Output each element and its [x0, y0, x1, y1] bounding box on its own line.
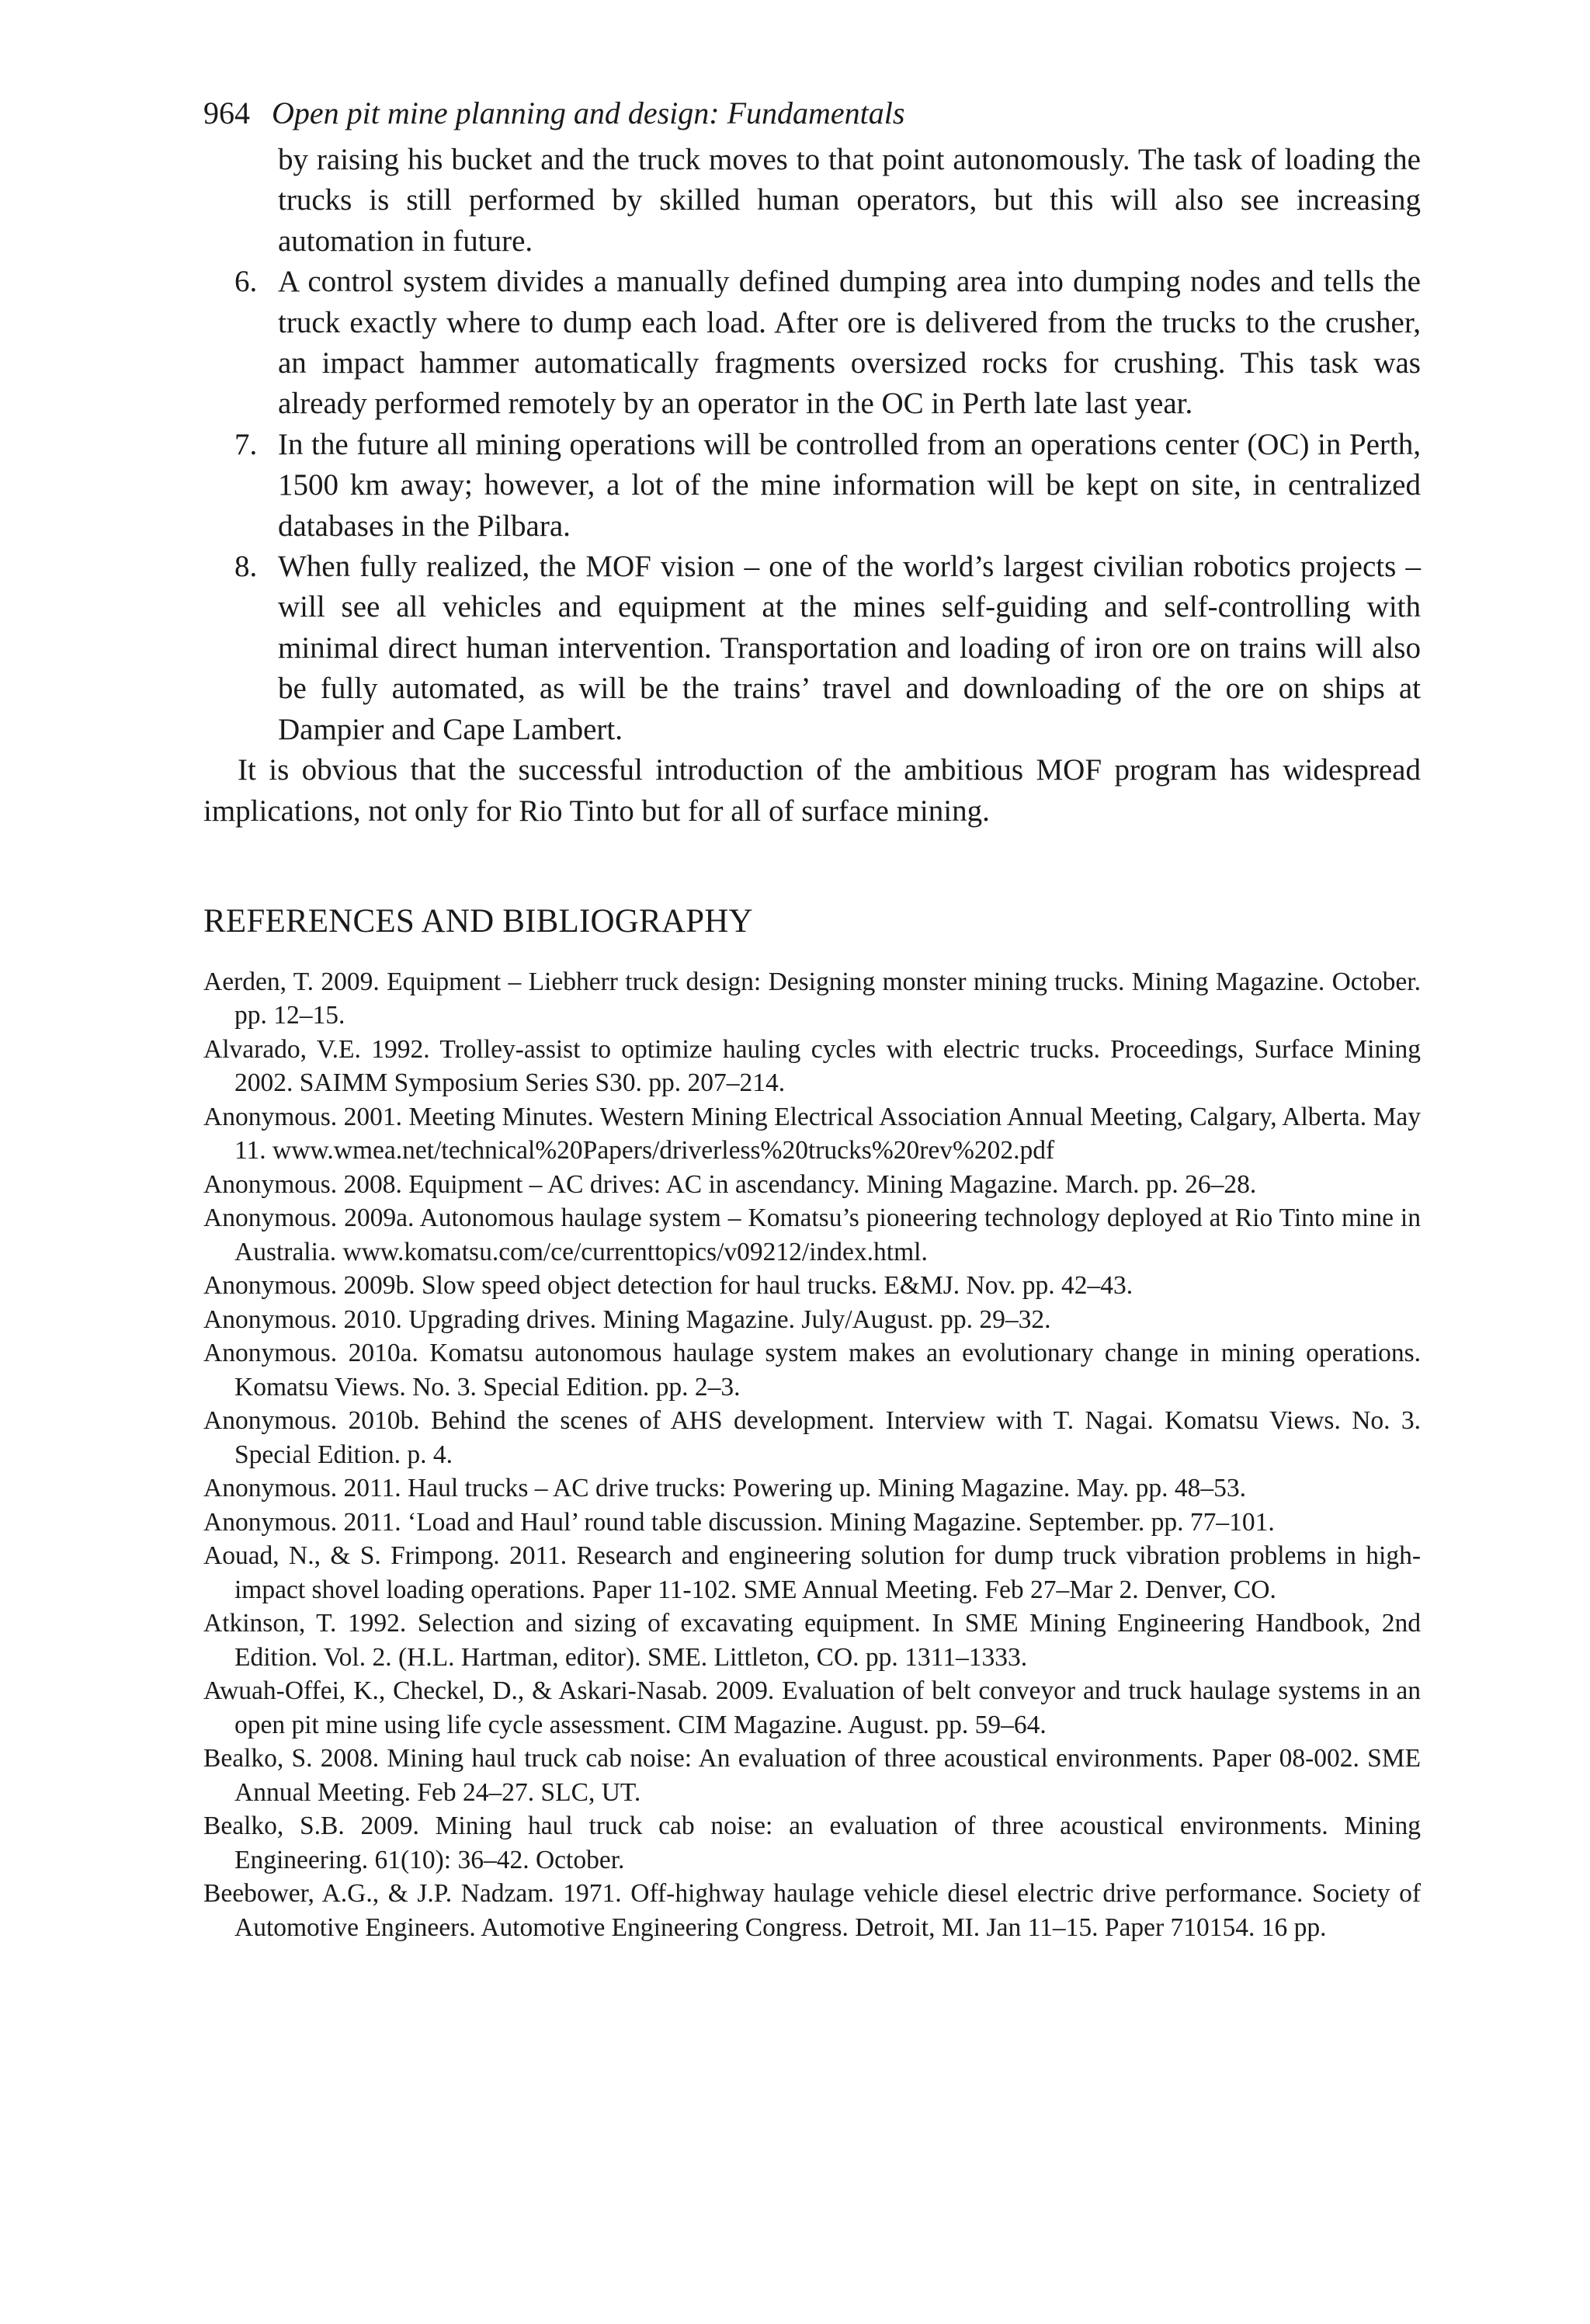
reference-entry: Anonymous. 2009a. Autonomous haulage system – Komatsu’s pioneering technology deployed at Rio Tinto mine in Australia. www.komatsu.com/ce/currenttopics/v09212/index.html.: [203, 1204, 1421, 1266]
list-item-text: A control system divides a manually defined dumping area into dumping nodes and tells the truck exactly where to dump each load. After ore is delivered from the trucks to the crusher, an impact hammer automatically fragments oversized rocks for crushing. This task was already performed remotely by an operator in the OC in Perth late last year.: [278, 265, 1421, 421]
closing-paragraph: It is obvious that the successful introduction of the ambitious MOF program has widespread implications, not only for Rio Tinto but for all of surface mining.: [203, 753, 1421, 828]
reference-entry: Anonymous. 2010. Upgrading drives. Mining Magazine. July/August. pp. 29–32.: [203, 1304, 1051, 1334]
reference-entry: Anonymous. 2008. Equipment – AC drives: AC in ascendancy. Mining Magazine. March. pp. 26–28.: [203, 1169, 1257, 1199]
reference-entry: Anonymous. 2011. ‘Load and Haul’ round table discussion. Mining Magazine. September. pp. 77–101.: [203, 1507, 1275, 1537]
list-item-number: 7.: [234, 427, 258, 461]
book-page: [203, 92, 1421, 1944]
reference-entry: Beebower, A.G., & J.P. Nadzam. 1971. Off-highway haulage vehicle diesel electric drive performance. Society of Automotive Engineers. Automotive Engineering Congress. Detroit, MI. Jan 11–15. Paper 710154. 16 pp.: [203, 1879, 1421, 1942]
list-item-number: 6.: [234, 265, 258, 299]
numbered-list: [203, 262, 1421, 750]
running-header: [203, 92, 1421, 140]
list-item-continuation: by raising his bucket and the truck moves to that point autonomously. The task of loading the trucks is still performed by skilled human operators, but this will also see increasing automation in future.: [278, 143, 1421, 258]
list-item: [203, 425, 1421, 547]
reference-list: [203, 965, 1421, 1945]
body-text: [203, 140, 1421, 832]
section-heading-references: REFERENCES AND BIBLIOGRAPHY: [203, 902, 753, 940]
list-item-number: 8.: [234, 550, 258, 584]
reference-entry: Atkinson, T. 1992. Selection and sizing of excavating equipment. In SME Mining Engineering Handbook, 2nd Edition. Vol. 2. (H.L. Hartman, editor). SME. Littleton, CO. pp. 1311–1333.: [203, 1609, 1421, 1672]
reference-entry: Anonymous. 2010a. Komatsu autonomous haulage system makes an evolutionary change in mining operations. Komatsu Views. No. 3. Special Edition. pp. 2–3.: [203, 1339, 1421, 1402]
reference-entry: Anonymous. 2011. Haul trucks – AC drive trucks: Powering up. Mining Magazine. May. pp. 48–53.: [203, 1474, 1246, 1503]
reference-entry: Anonymous. 2001. Meeting Minutes. Western Mining Electrical Association Annual Meeting, Calgary, Alberta. May 11. www.wmea.net/technical%20Papers/driverless%20trucks%20rev%202.pdf: [203, 1102, 1421, 1165]
book-title: Open pit mine planning and design: Fundamentals: [272, 96, 905, 130]
reference-entry: Bealko, S.B. 2009. Mining haul truck cab noise: an evaluation of three acoustical environments. Mining Engineering. 61(10): 36–42. October.: [203, 1812, 1421, 1874]
reference-entry: Aouad, N., & S. Frimpong. 2011. Research and engineering solution for dump truck vibration problems in high-impact shovel loading operations. Paper 11-102. SME Annual Meeting. Feb 27–Mar 2. Denver, CO.: [203, 1541, 1421, 1604]
list-item-text: In the future all mining operations will be controlled from an operations center (OC) in Perth, 1500 km away; however, a lot of the mine information will be kept on site, in centralized databases in the Pilbara.: [278, 427, 1421, 543]
page-number: 964: [203, 96, 250, 130]
list-item: [203, 547, 1421, 750]
reference-entry: Anonymous. 2010b. Behind the scenes of AHS development. Interview with T. Nagai. Komatsu Views. No. 3. Special Edition. p. 4.: [203, 1406, 1421, 1469]
reference-entry: Anonymous. 2009b. Slow speed object detection for haul trucks. E&MJ. Nov. pp. 42–43.: [203, 1271, 1133, 1301]
reference-entry: Aerden, T. 2009. Equipment – Liebherr truck design: Designing monster mining trucks. Mining Magazine. October. pp. 12–15.: [203, 967, 1421, 1030]
reference-entry: Bealko, S. 2008. Mining haul truck cab noise: An evaluation of three acoustical environments. Paper 08-002. SME Annual Meeting. Feb 24–27. SLC, UT.: [203, 1744, 1421, 1807]
reference-entry: Awuah-Offei, K., Checkel, D., & Askari-Nasab. 2009. Evaluation of belt conveyor and truck haulage systems in an open pit mine using life cycle assessment. CIM Magazine. August. pp. 59–64.: [203, 1676, 1421, 1739]
list-item-text: When fully realized, the MOF vision – one of the world’s largest civilian robotics projects – will see all vehicles and equipment at the mines self-guiding and self-controlling with minimal direct human intervention. Transportation and loading of iron ore on trains will also be fully automated, as will be the trains’ travel and downloading of the ore on ships at Dampier and Cape Lambert.: [278, 550, 1421, 746]
reference-entry: Alvarado, V.E. 1992. Trolley-assist to optimize hauling cycles with electric trucks. Proceedings, Surface Mining 2002. SAIMM Symposium Series S30. pp. 207–214.: [203, 1034, 1421, 1098]
list-item: [203, 262, 1421, 425]
